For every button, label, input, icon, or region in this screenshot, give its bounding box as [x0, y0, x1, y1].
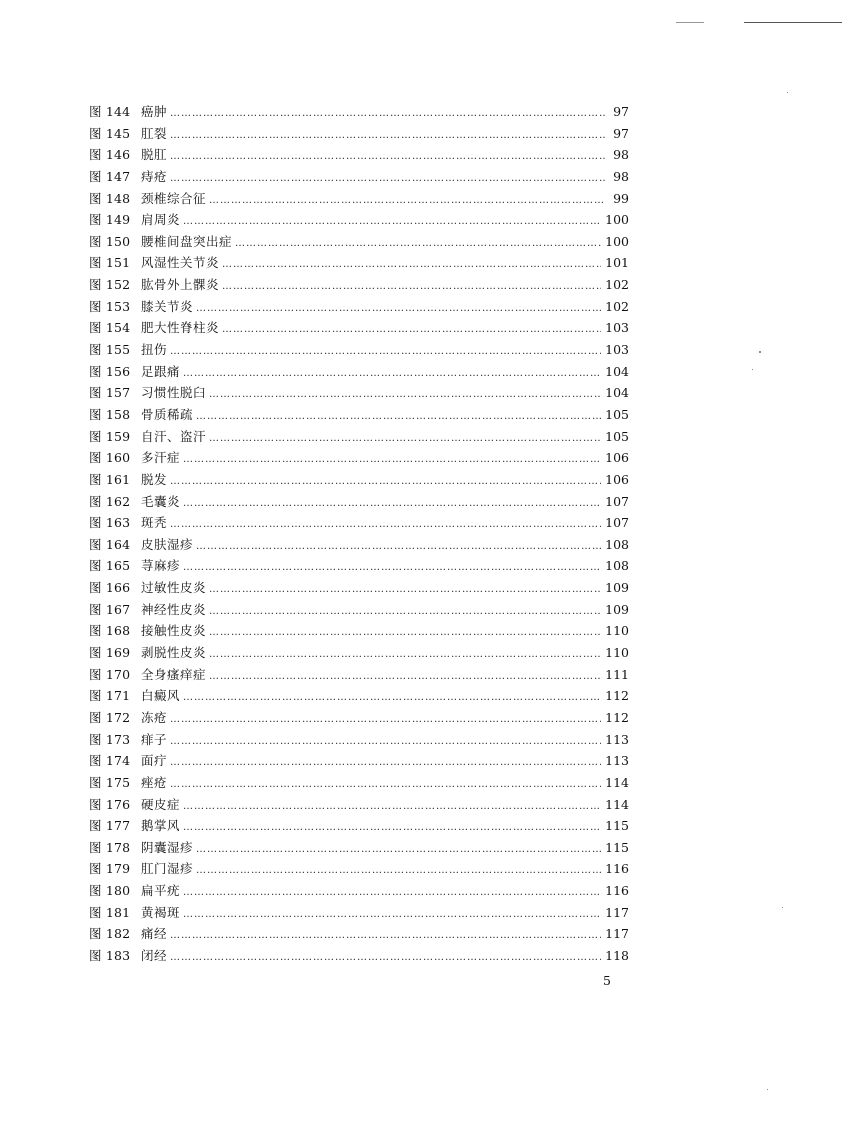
toc-entry — [89, 642, 629, 664]
dot-leader — [170, 125, 605, 147]
figure-number: 图 147 — [89, 168, 131, 184]
figure-number: 图 146 — [89, 147, 131, 163]
figure-number: 图 164 — [89, 536, 131, 552]
dot-leader — [183, 363, 601, 385]
figure-number: 图 171 — [89, 688, 131, 704]
figure-number: 图 181 — [89, 904, 131, 920]
entry-page-number: 115 — [605, 839, 629, 855]
toc-entry — [89, 426, 629, 448]
dot-leader — [196, 298, 601, 320]
figure-number: 图 153 — [89, 298, 131, 314]
dot-leader — [183, 211, 601, 233]
dot-leader — [222, 319, 601, 341]
entry-page-number: 106 — [605, 450, 629, 466]
toc-entry — [89, 404, 629, 426]
entry-page-number: 110 — [605, 645, 629, 661]
entry-page-number: 114 — [605, 796, 629, 812]
entry-page-number: 109 — [605, 601, 629, 617]
toc-entry — [89, 837, 629, 859]
toc-entry — [89, 750, 629, 772]
toc-entry — [89, 144, 629, 166]
entry-title: 鹅掌风 — [141, 818, 181, 834]
entry-page-number: 102 — [605, 298, 629, 314]
scan-edge-line — [744, 22, 842, 23]
toc-entry — [89, 469, 629, 491]
figure-number: 图 154 — [89, 320, 131, 336]
entry-page-number: 99 — [613, 190, 629, 206]
entry-title: 多汗症 — [141, 450, 181, 466]
figure-number: 图 162 — [89, 493, 131, 509]
figure-number: 图 169 — [89, 645, 131, 661]
toc-entry — [89, 209, 629, 231]
figure-number: 图 182 — [89, 926, 131, 942]
toc-entry — [89, 512, 629, 534]
dot-leader — [170, 103, 605, 125]
figure-number: 图 173 — [89, 731, 131, 747]
figure-number: 图 180 — [89, 883, 131, 899]
dot-leader — [170, 146, 605, 168]
dot-leader — [183, 449, 601, 471]
entry-page-number: 117 — [605, 904, 629, 920]
entry-page-number: 118 — [605, 947, 629, 963]
entry-title: 斑秃 — [141, 515, 168, 531]
entry-page-number: 101 — [605, 255, 629, 271]
figure-number: 图 159 — [89, 428, 131, 444]
figure-number: 图 176 — [89, 796, 131, 812]
entry-title: 肛裂 — [141, 125, 168, 141]
scan-speck — [782, 907, 783, 908]
dot-leader — [222, 254, 601, 276]
entry-page-number: 109 — [605, 580, 629, 596]
entry-page-number: 115 — [605, 818, 629, 834]
entry-page-number: 105 — [605, 406, 629, 422]
dot-leader — [170, 774, 601, 796]
entry-page-number: 114 — [605, 774, 629, 790]
entry-title: 接触性皮炎 — [141, 623, 207, 639]
dot-leader — [209, 601, 601, 623]
toc-entry — [89, 620, 629, 642]
entry-title: 痛经 — [141, 926, 168, 942]
entry-title: 肩周炎 — [141, 212, 181, 228]
figure-number: 图 177 — [89, 818, 131, 834]
toc-entry — [89, 945, 629, 967]
dot-leader — [183, 882, 601, 904]
entry-title: 风湿性关节炎 — [141, 255, 220, 271]
figure-number: 图 157 — [89, 385, 131, 401]
toc-entry — [89, 252, 629, 274]
entry-title: 习惯性脱臼 — [141, 385, 207, 401]
entry-title: 皮肤湿疹 — [141, 536, 194, 552]
figure-number: 图 163 — [89, 515, 131, 531]
figure-number: 图 158 — [89, 406, 131, 422]
scan-speck — [759, 351, 761, 353]
page-number: 5 — [603, 973, 611, 988]
figure-number: 图 150 — [89, 233, 131, 249]
toc-entry — [89, 491, 629, 513]
toc-entry — [89, 274, 629, 296]
entry-page-number: 103 — [605, 320, 629, 336]
entry-page-number: 104 — [605, 385, 629, 401]
figure-number: 图 161 — [89, 471, 131, 487]
entry-title: 痤疮 — [141, 774, 168, 790]
toc-entry — [89, 772, 629, 794]
entry-title: 腰椎间盘突出症 — [141, 233, 233, 249]
entry-page-number: 98 — [613, 147, 629, 163]
figure-number: 图 160 — [89, 450, 131, 466]
toc-entry — [89, 577, 629, 599]
dot-leader — [183, 557, 601, 579]
scan-speck — [752, 369, 753, 370]
figure-number: 图 167 — [89, 601, 131, 617]
entry-title: 扭伤 — [141, 342, 168, 358]
dot-leader — [170, 709, 601, 731]
entry-page-number: 106 — [605, 471, 629, 487]
entry-title: 面疔 — [141, 753, 168, 769]
dot-leader — [196, 860, 601, 882]
entry-title: 痔疮 — [141, 168, 168, 184]
toc-entry — [89, 447, 629, 469]
entry-page-number: 116 — [605, 861, 629, 877]
entry-title: 阴囊湿疹 — [141, 839, 194, 855]
dot-leader — [183, 817, 601, 839]
entry-title: 脱发 — [141, 471, 168, 487]
entry-title: 脱肛 — [141, 147, 168, 163]
figure-number: 图 148 — [89, 190, 131, 206]
entry-title: 闭经 — [141, 947, 168, 963]
entry-page-number: 100 — [605, 212, 629, 228]
dot-leader — [209, 190, 605, 212]
figure-number: 图 175 — [89, 774, 131, 790]
toc-entry — [89, 880, 629, 902]
dot-leader — [170, 731, 601, 753]
figure-number: 图 165 — [89, 558, 131, 574]
toc-entry — [89, 858, 629, 880]
dot-leader — [235, 233, 601, 255]
entry-title: 肥大性脊柱炎 — [141, 320, 220, 336]
toc-entry — [89, 361, 629, 383]
dot-leader — [222, 276, 601, 298]
entry-page-number: 110 — [605, 623, 629, 639]
entry-page-number: 97 — [613, 104, 629, 119]
dot-leader — [170, 925, 601, 947]
entry-page-number: 116 — [605, 883, 629, 899]
toc-entry — [89, 923, 629, 945]
toc-entry — [89, 534, 629, 556]
entry-page-number: 100 — [605, 233, 629, 249]
entry-page-number: 104 — [605, 363, 629, 379]
figure-number: 图 151 — [89, 255, 131, 271]
entry-page-number: 98 — [613, 168, 629, 184]
entry-title: 毛囊炎 — [141, 493, 181, 509]
toc-entry — [89, 902, 629, 924]
dot-leader — [170, 341, 601, 363]
scan-speck — [787, 92, 788, 93]
toc-entry — [89, 794, 629, 816]
figure-number: 图 144 — [89, 104, 131, 119]
figure-index-list — [89, 101, 629, 967]
entry-page-number: 107 — [605, 515, 629, 531]
figure-number: 图 179 — [89, 861, 131, 877]
toc-entry — [89, 729, 629, 751]
figure-number: 图 149 — [89, 212, 131, 228]
entry-page-number: 107 — [605, 493, 629, 509]
dot-leader — [170, 947, 601, 969]
dot-leader — [183, 493, 601, 515]
dot-leader — [170, 168, 605, 190]
entry-page-number: 117 — [605, 926, 629, 942]
entry-title: 癌肿 — [141, 104, 168, 119]
dot-leader — [170, 471, 601, 493]
dot-leader — [170, 752, 601, 774]
entry-title: 全身瘙痒症 — [141, 666, 207, 682]
entry-title: 肱骨外上髁炎 — [141, 277, 220, 293]
entry-title: 肛门湿疹 — [141, 861, 194, 877]
toc-entry — [89, 382, 629, 404]
entry-page-number: 108 — [605, 558, 629, 574]
entry-page-number: 112 — [605, 688, 629, 704]
toc-entry — [89, 339, 629, 361]
figure-number: 图 156 — [89, 363, 131, 379]
entry-title: 骨质稀疏 — [141, 406, 194, 422]
entry-title: 神经性皮炎 — [141, 601, 207, 617]
figure-number: 图 172 — [89, 709, 131, 725]
entry-title: 荨麻疹 — [141, 558, 181, 574]
entry-page-number: 112 — [605, 709, 629, 725]
entry-page-number: 102 — [605, 277, 629, 293]
entry-page-number: 113 — [605, 753, 629, 769]
toc-entry — [89, 664, 629, 686]
entry-page-number: 113 — [605, 731, 629, 747]
entry-title: 剥脱性皮炎 — [141, 645, 207, 661]
entry-title: 黄褐斑 — [141, 904, 181, 920]
toc-entry — [89, 815, 629, 837]
dot-leader — [170, 514, 601, 536]
scan-speck — [767, 1089, 768, 1090]
entry-title: 自汗、盗汗 — [141, 428, 207, 444]
dot-leader — [196, 536, 601, 558]
toc-entry — [89, 296, 629, 318]
figure-number: 图 166 — [89, 580, 131, 596]
dot-leader — [183, 687, 601, 709]
entry-title: 膝关节炎 — [141, 298, 194, 314]
dot-leader — [209, 579, 601, 601]
entry-page-number: 97 — [613, 125, 629, 141]
dot-leader — [183, 904, 601, 926]
entry-title: 硬皮症 — [141, 796, 181, 812]
figure-number: 图 168 — [89, 623, 131, 639]
toc-entry — [89, 123, 629, 145]
toc-entry — [89, 685, 629, 707]
figure-number: 图 174 — [89, 753, 131, 769]
entry-page-number: 111 — [605, 666, 629, 682]
toc-entry — [89, 101, 629, 123]
toc-entry — [89, 599, 629, 621]
entry-title: 过敏性皮炎 — [141, 580, 207, 596]
dot-leader — [209, 644, 601, 666]
entry-page-number: 108 — [605, 536, 629, 552]
dot-leader — [196, 839, 601, 861]
scan-edge-line — [676, 22, 704, 23]
toc-entry — [89, 231, 629, 253]
figure-number: 图 183 — [89, 947, 131, 963]
figure-number: 图 170 — [89, 666, 131, 682]
entry-title: 颈椎综合征 — [141, 190, 207, 206]
figure-number: 图 178 — [89, 839, 131, 855]
figure-number: 图 155 — [89, 342, 131, 358]
entry-title: 痱子 — [141, 731, 168, 747]
toc-entry — [89, 166, 629, 188]
dot-leader — [196, 406, 601, 428]
entry-title: 扁平疣 — [141, 883, 181, 899]
entry-page-number: 103 — [605, 342, 629, 358]
toc-entry — [89, 707, 629, 729]
toc-entry — [89, 188, 629, 210]
toc-entry — [89, 555, 629, 577]
entry-title: 白癜风 — [141, 688, 181, 704]
figure-number: 图 145 — [89, 125, 131, 141]
dot-leader — [209, 622, 601, 644]
toc-entry — [89, 317, 629, 339]
entry-title: 足跟痛 — [141, 363, 181, 379]
dot-leader — [183, 796, 601, 818]
dot-leader — [209, 666, 601, 688]
dot-leader — [209, 428, 601, 450]
dot-leader — [209, 384, 601, 406]
figure-number: 图 152 — [89, 277, 131, 293]
entry-page-number: 105 — [605, 428, 629, 444]
entry-title: 冻疮 — [141, 709, 168, 725]
